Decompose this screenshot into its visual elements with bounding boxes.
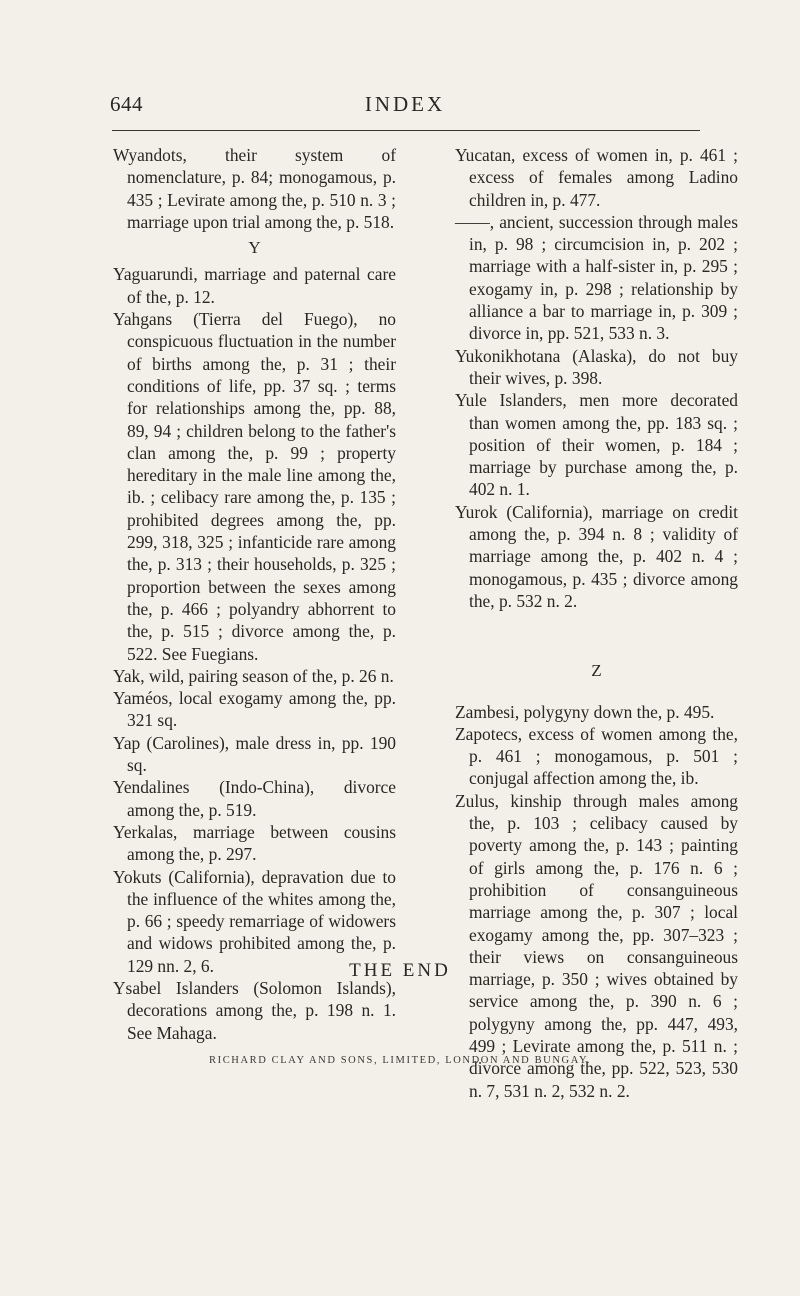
- index-entry: Yurok (California), marriage on credit among the, p. 394 n. 8 ; validity of marriage among the, p. 402 n. 4 ; monogamous, p. 435 ; divorce among the, p. 532 n. 2.: [455, 501, 738, 611]
- index-entry: Yokuts (California), depravation due to the influence of the whites among the, p. 66 ; speedy remarriage of widowers and widows prohibited among the, p. 129 nn. 2, 6.: [113, 866, 396, 976]
- index-entry: Yahgans (Tierra del Fuego), no conspicuous fluctuation in the number of births among the, p. 31 ; their conditions of life, pp. 37 sq. ; terms for relationships among the, pp. 88, 89, 94 ; children belong to the father's clan among the, p. 99 ; property hereditary in the male line among the, ib. ; celibacy rare among the, p. 135 ; prohibited degrees among the, pp. 299, 318, 325 ; infanticide rare among the, p. 313 ; their households, p. 325 ; proportion between the sexes among the, p. 466 ; polyandry abhorrent to the, p. 515 ; divorce among the, p. 522. See Fuegians.: [113, 309, 396, 664]
- printer-imprint: RICHARD CLAY AND SONS, LIMITED, LONDON AND BUNGAY.: [209, 1055, 591, 1066]
- index-entry: Zambesi, polygyny down the, p. 495.: [455, 701, 715, 722]
- index-entry: ——, ancient, succession through males in, p. 98 ; circumcision in, p. 202 ; marriage with a half-sister in, p. 295 ; exogamy in, p. 298 ; relationship by alliance a bar to marriage in, p. 309 ; divorce in, pp. 521, 533 n. 3.: [455, 211, 738, 344]
- index-entry: Yaguarundi, marriage and paternal care of the, p. 12.: [113, 264, 396, 307]
- running-head: INDEX: [364, 92, 446, 116]
- index-entry: Yerkalas, marriage between cousins among the, p. 297.: [113, 821, 396, 865]
- index-entry: Wyandots, their system of nomenclature, p. 84; monogamous, p. 435 ; Levirate among the, p. 510 n. 3 ; marriage upon trial among the, p. 518.: [113, 145, 396, 232]
- header-rule: [112, 130, 700, 131]
- page-header: [110, 92, 700, 122]
- the-end: THE END: [349, 960, 451, 981]
- index-entry: Yendalines (Indo-China), divorce among the, p. 519.: [113, 777, 396, 820]
- index-entry: Yule Islanders, men more decorated than women among the, pp. 183 sq. ; position of their women, p. 184 ; marriage by purchase among the, p. 402 n. 1.: [455, 390, 738, 500]
- index-entry: Yucatan, excess of women in, p. 461 ; excess of females among Ladino children in, p. 477.: [455, 145, 738, 210]
- index-entry: Yukonikhotana (Alaska), do not buy their wives, p. 398.: [455, 345, 738, 388]
- section-letter-z: Z: [591, 661, 602, 681]
- index-entry: Yaméos, local exogamy among the, pp. 321 sq.: [113, 688, 396, 731]
- right-column: [455, 144, 738, 1102]
- index-entry: Zulus, kinship through males among the, p. 103 ; celibacy caused by poverty among the, p. 143 ; painting of girls among the, p. 176 n. 6 ; prohibition of consanguineous marriage among the, p. 307 ; local exogamy among the, pp. 307–323 ; their views on consanguineous marriage, p. 350 ; wives obtained by service among the, p. 390 n. 6 ; polygyny among the, pp. 447, 493, 499 ; Levirate among the, p. 511 n. ; divorce among the, pp. 522, 523, 530 n. 7, 531 n. 2, 532 n. 2.: [455, 790, 738, 1101]
- page-number: 644: [110, 92, 143, 116]
- index-entry: Ysabel Islanders (Solomon Islands), decorations among the, p. 198 n. 1. See Mahaga.: [113, 977, 396, 1043]
- index-entry: Zapotecs, excess of women among the, p. 461 ; monogamous, p. 501 ; conjugal affection among the, ib.: [455, 723, 738, 789]
- section-letter-y: Y: [248, 238, 261, 258]
- index-entry: Yak, wild, pairing season of the, p. 26 n.: [113, 665, 394, 686]
- index-entry: Yap (Carolines), male dress in, pp. 190 sq.: [113, 732, 396, 776]
- left-column: [113, 144, 396, 1044]
